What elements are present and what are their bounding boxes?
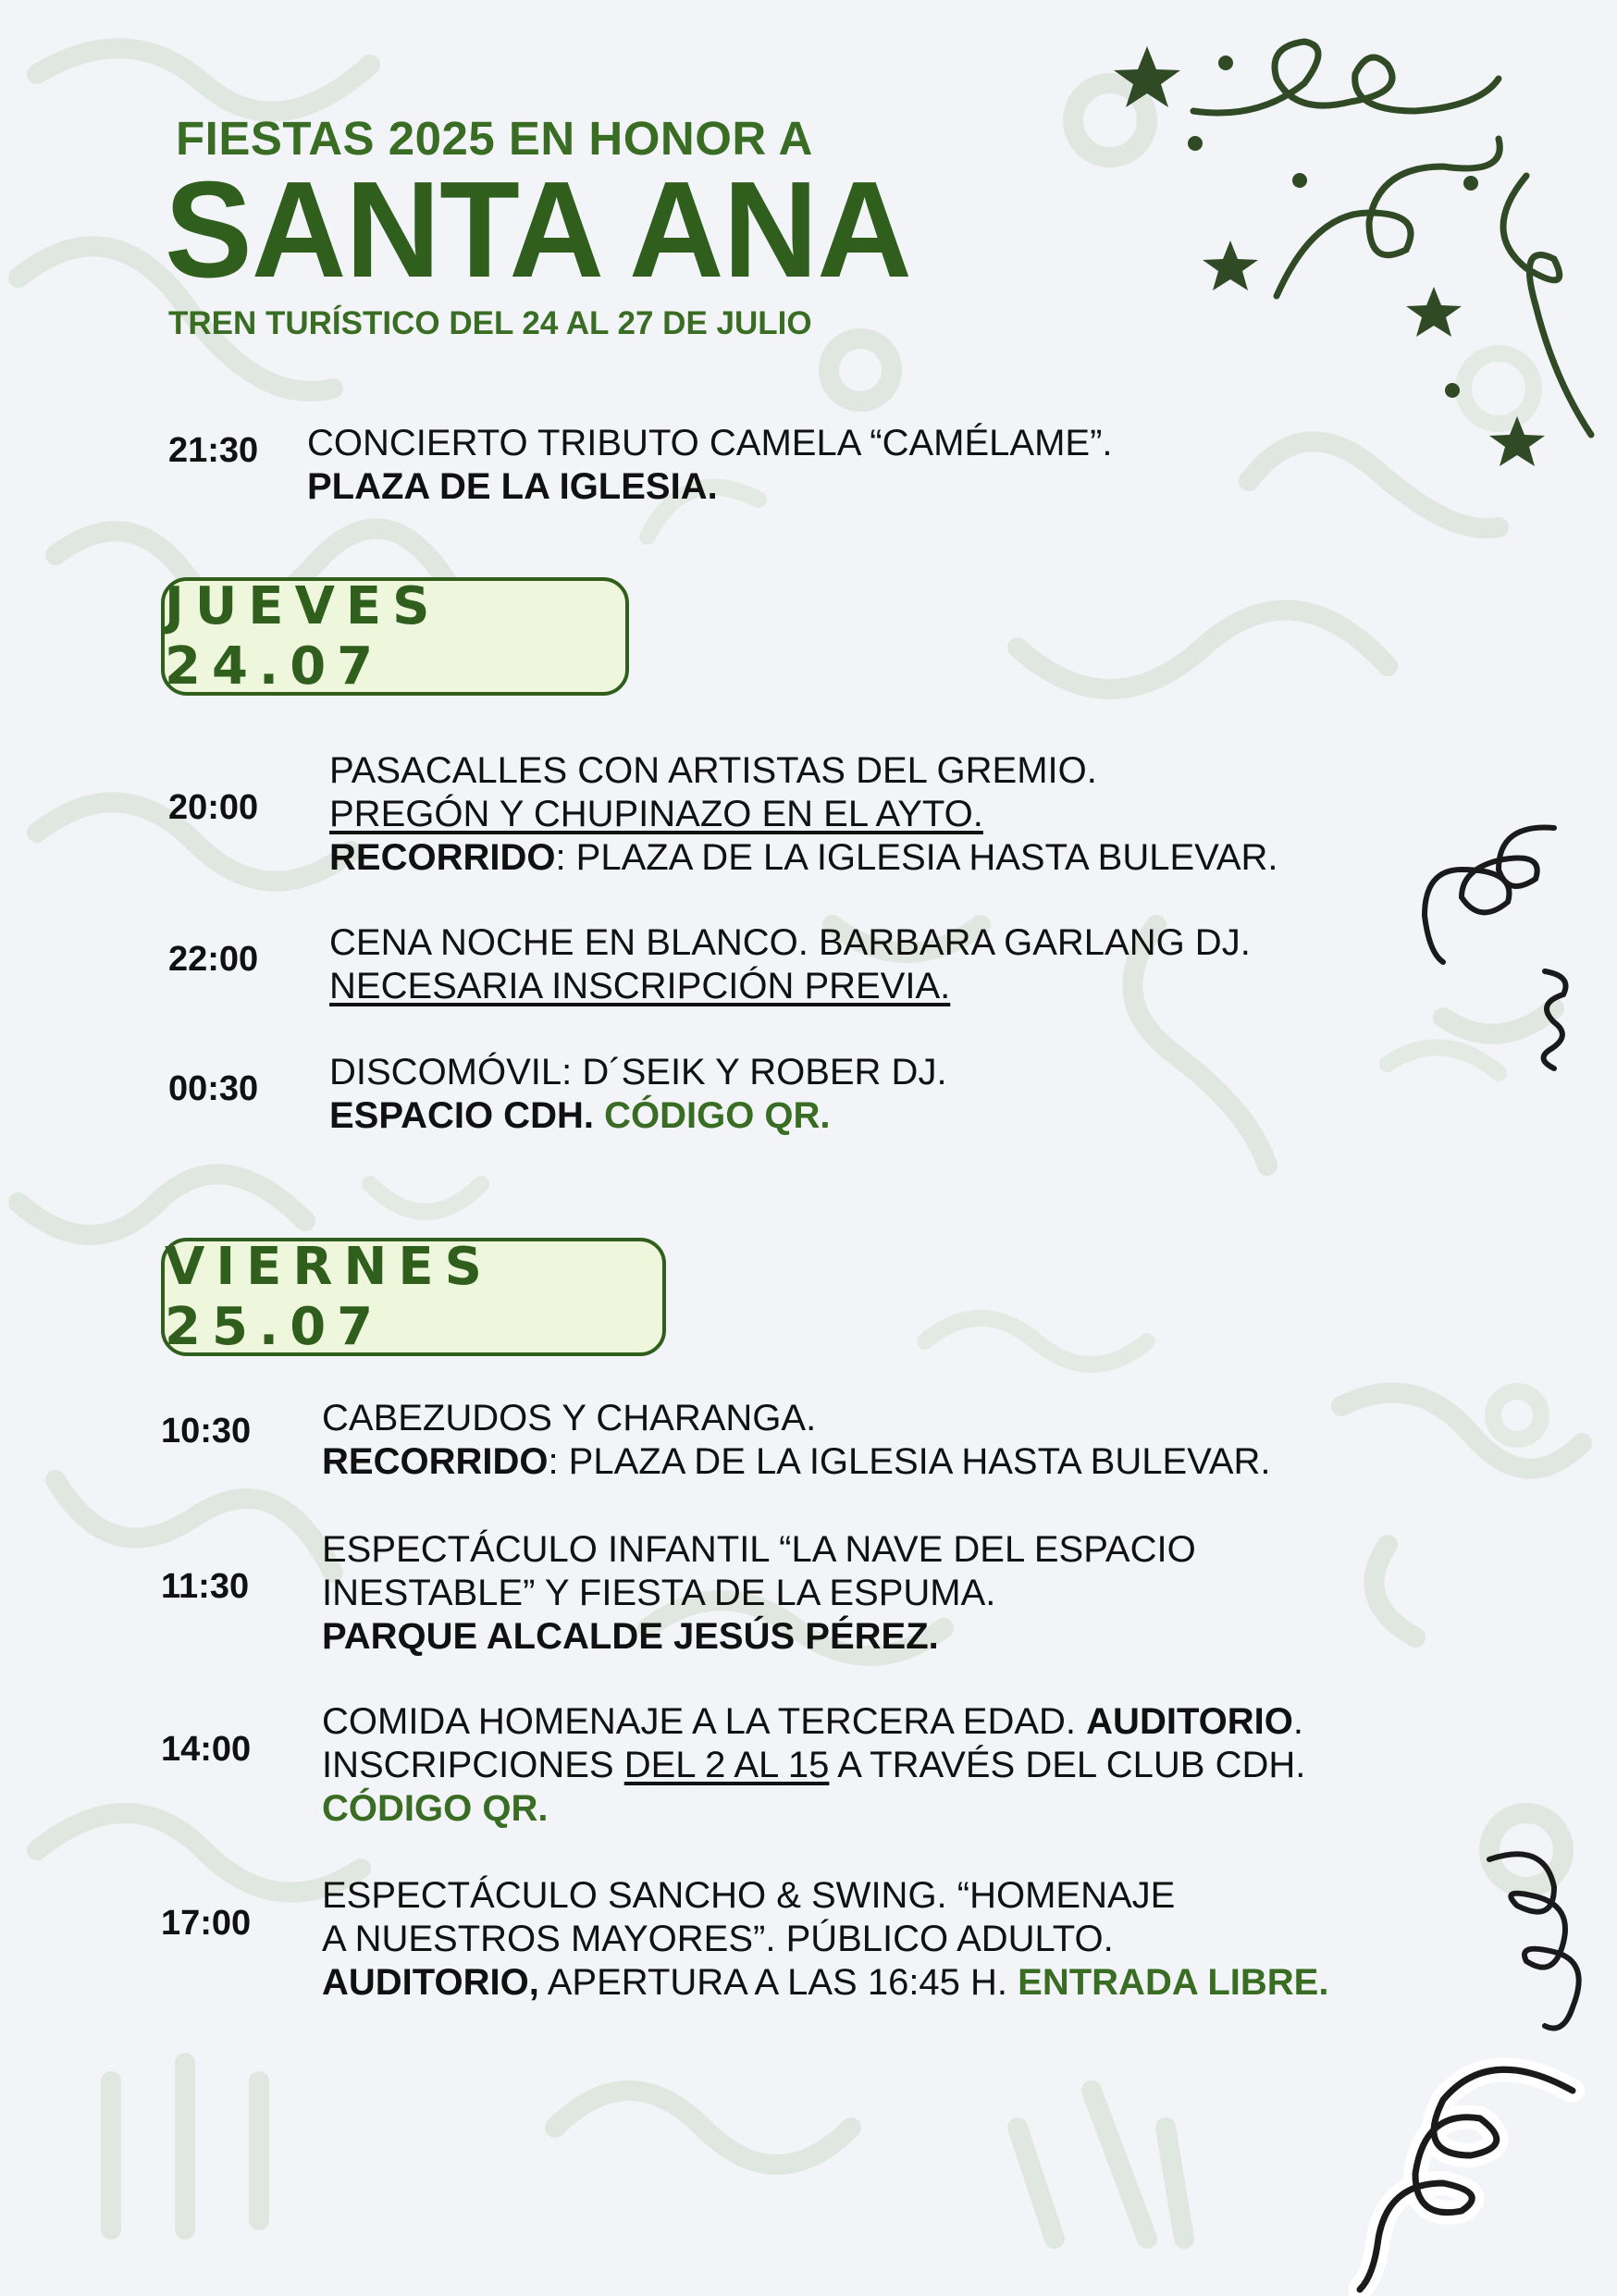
event-time: 17:00 xyxy=(161,1904,252,1943)
event-time: 00:30 xyxy=(168,1069,259,1108)
event-description xyxy=(322,1700,1305,1831)
event-time: 11:30 xyxy=(161,1567,250,1606)
event-line: ESPECTÁCULO INFANTIL “LA NAVE DEL ESPACIO xyxy=(322,1529,1196,1570)
header-subtitle: FIESTAS 2025 EN HONOR A xyxy=(176,112,813,165)
event-description xyxy=(329,749,1278,880)
confetti-decoration xyxy=(1092,28,1610,490)
qr-code-note: CÓDIGO QR. xyxy=(322,1788,549,1829)
event-line: COMIDA HOMENAJE A LA TERCERA EDAD. xyxy=(322,1701,1077,1742)
event-line: APERTURA A LAS 16:45 H. xyxy=(547,1962,1008,2003)
event-line: INESTABLE” Y FIESTA DE LA ESPUMA. xyxy=(322,1573,996,1613)
event-description xyxy=(307,422,1113,509)
event-line: A NUESTROS MAYORES”. PÚBLICO ADULTO. xyxy=(322,1919,1114,1959)
qr-code-note: CÓDIGO QR. xyxy=(604,1095,831,1136)
event-line: DISCOMÓVIL: D´SEIK Y ROBER DJ. xyxy=(329,1052,947,1092)
event-line: A TRAVÉS DEL CLUB CDH. xyxy=(837,1745,1306,1785)
star-icon xyxy=(1406,287,1462,337)
event-line: CABEZUDOS Y CHARANGA. xyxy=(322,1398,817,1438)
punctuation: . xyxy=(1292,1701,1304,1742)
event-location: AUDITORIO, xyxy=(322,1962,539,2003)
event-line: INSCRIPCIONES xyxy=(322,1745,614,1785)
event-description xyxy=(322,1874,1328,2005)
event-label: RECORRIDO xyxy=(322,1441,549,1482)
free-entry-note: ENTRADA LIBRE. xyxy=(1018,1962,1329,2003)
event-label: RECORRIDO xyxy=(329,837,556,878)
star-icon xyxy=(1114,46,1180,107)
event-location: PARQUE ALCALDE JESÚS PÉREZ. xyxy=(322,1616,939,1657)
event-location: : PLAZA DE LA IGLESIA HASTA BULEVAR. xyxy=(548,1441,1271,1482)
star-icon xyxy=(1203,241,1258,290)
event-location: AUDITORIO xyxy=(1086,1701,1293,1742)
date-range: DEL 2 AL 15 xyxy=(623,1745,830,1785)
day-header-viernes: VIERNES 25.07 xyxy=(161,1238,666,1356)
event-description xyxy=(322,1397,1271,1484)
page-title: SANTA ANA xyxy=(165,154,911,306)
event-line: NECESARIA INSCRIPCIÓN PREVIA. xyxy=(329,966,951,1006)
event-time: 22:00 xyxy=(168,940,259,979)
event-location: PLAZA DE LA IGLESIA. xyxy=(307,466,718,507)
event-time: 14:00 xyxy=(161,1730,252,1769)
swirl-decoration xyxy=(1332,2044,1610,2296)
swirl-decoration xyxy=(1406,814,1591,1073)
event-location: ESPACIO CDH. xyxy=(329,1095,594,1136)
event-time: 10:30 xyxy=(161,1412,252,1450)
event-description xyxy=(329,1051,947,1138)
event-time: 20:00 xyxy=(168,788,259,827)
event-line: PASACALLES CON ARTISTAS DEL GREMIO. xyxy=(329,750,1097,791)
event-line: PREGÓN Y CHUPINAZO EN EL AYTO. xyxy=(329,794,983,834)
event-line: CENA NOCHE EN BLANCO. BARBARA GARLANG DJ. xyxy=(329,922,1251,963)
event-line: ESPECTÁCULO SANCHO & SWING. “HOMENAJE xyxy=(322,1875,1176,1916)
day-header-jueves: JUEVES 24.07 xyxy=(161,577,629,696)
event-location: : PLAZA DE LA IGLESIA HASTA BULEVAR. xyxy=(555,837,1278,878)
header-dates: TREN TURÍSTICO DEL 24 AL 27 DE JULIO xyxy=(168,305,812,341)
event-line: CONCIERTO TRIBUTO CAMELA “CAMÉLAME”. xyxy=(307,423,1113,463)
swirl-decoration xyxy=(1462,1841,1610,2044)
event-description xyxy=(329,921,1251,1008)
event-description xyxy=(322,1528,1196,1659)
star-icon xyxy=(1489,416,1545,466)
event-time: 21:30 xyxy=(168,431,259,470)
